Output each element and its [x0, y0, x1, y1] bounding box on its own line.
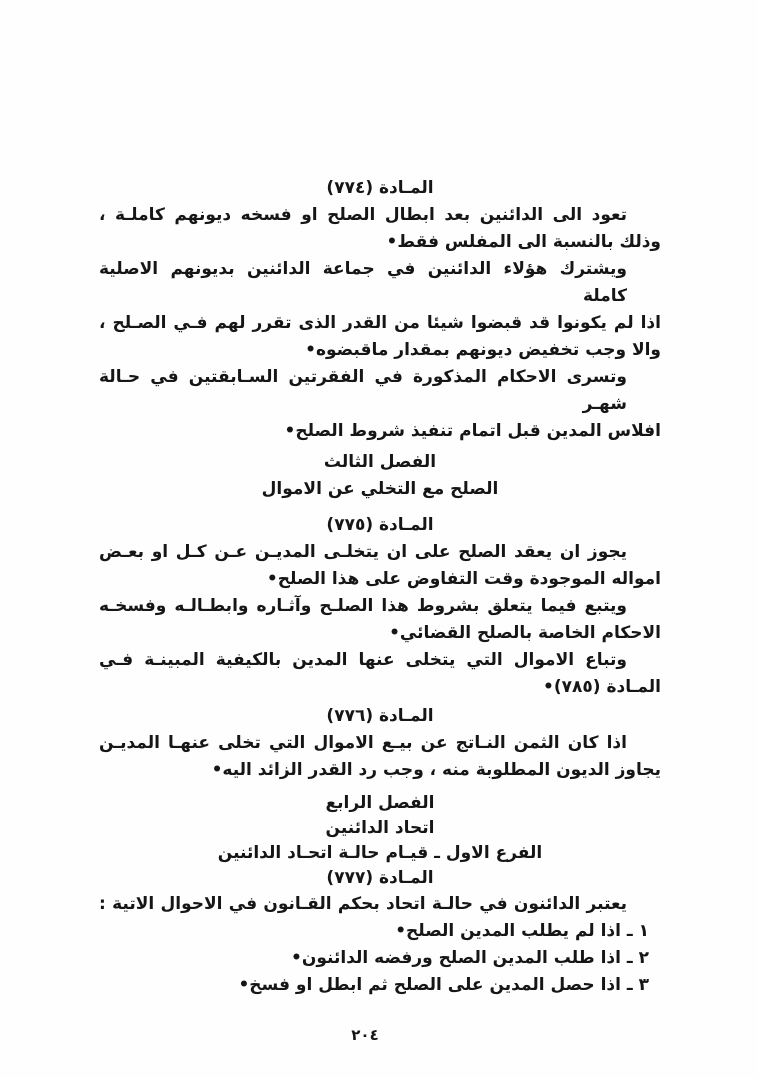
body-line: والا وجب تخفيض ديونهم بمقدار ماقبضوه• — [305, 340, 661, 360]
article-heading-775: المـادة (٧٧٥) — [326, 515, 434, 535]
body-line: اذا كان الثمن النـاتج عن بيـع الاموال التي تخلى عنهـا المديـن — [99, 733, 627, 753]
article-heading-777: المـادة (٧٧٧) — [326, 868, 434, 888]
article-heading-774: المـادة (٧٧٤) — [326, 178, 434, 198]
body-line: يجوز ان يعقد الصلح على ان يتخلـى المديـن عـن كـل او بعـض — [99, 542, 627, 562]
page-number: ٢٠٤ — [351, 1026, 379, 1044]
article-heading-776: المـادة (٧٧٦) — [326, 706, 434, 726]
section-heading-1: الفرع الاول ـ قيـام حالـة اتحـاد الدائنين — [217, 843, 543, 863]
list-item-1: ١ ـ اذا لم يطلب المدين الصلح• — [395, 921, 649, 941]
chapter-title-4: اتحاد الدائنين — [325, 818, 435, 838]
body-line: وتسرى الاحكام المذكورة في الفقرتين السـابقتين في حـالة شهـر — [99, 367, 627, 414]
body-line: وتباع الاموال التي يتخلى عنها المدين بالكيفية المبينـة فـي — [99, 650, 627, 670]
body-line: ويشترك هؤلاء الدائنين في جماعة الدائنين بديونهم الاصلية كاملة — [99, 259, 627, 306]
chapter-title-3: الصلح مع التخلي عن الاموال — [261, 479, 499, 499]
list-item-2: ٢ ـ اذا طلب المدين الصلح ورفضه الدائنون• — [291, 948, 649, 968]
body-line: ويتبع فيما يتعلق بشروط هذا الصلـح وآثـاره وابطـالـه وفسخـه — [99, 596, 627, 616]
body-line: اذا لم يكونوا قد قبضوا شيئا من القدر الذى تقرر لهم فـي الصـلح ، — [99, 313, 661, 333]
body-line: وذلك بالنسبة الى المفلس فقط• — [386, 232, 661, 252]
body-line: افلاس المدين قبل اتمام تنفيذ شروط الصلح• — [284, 421, 661, 441]
body-line: يجاوز الديون المطلوبة منه ، وجب رد القدر الزائد اليه• — [211, 760, 661, 780]
body-line: يعتبر الدائنون في حالـة اتحاد بحكم القـانون في الاحوال الاتية : — [99, 894, 627, 914]
list-item-3: ٣ ـ اذا حصل المدين على الصلح ثم ابطل او فسخ• — [238, 975, 649, 995]
body-line: امواله الموجودة وقت التفاوض على هذا الصلح• — [266, 569, 661, 589]
chapter-heading-3: الفصل الثالث — [323, 452, 437, 472]
body-line: المـادة (٧٨٥)• — [542, 677, 661, 697]
body-line: تعود الى الدائنين بعد ابطال الصلح او فسخه ديونهم كاملـة ، — [99, 205, 627, 225]
chapter-heading-4: الفصل الرابع — [325, 793, 435, 813]
body-line: الاحكام الخاصة بالصلح القضائي• — [389, 623, 661, 643]
document-text-block — [99, 175, 661, 999]
